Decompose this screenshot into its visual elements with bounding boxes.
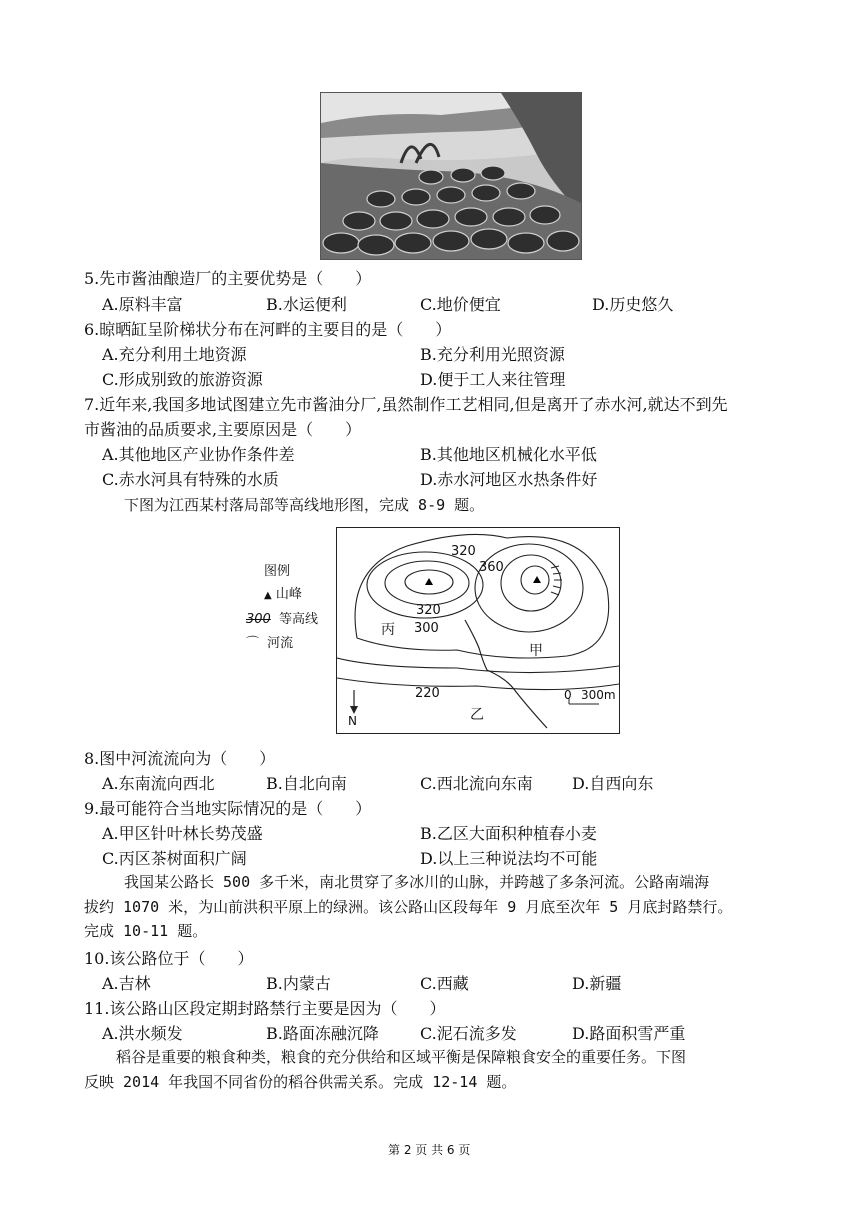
question-9-stem: 9.最可能符合当地实际情况的是（ ） — [84, 799, 372, 818]
question-6-stem: 6.晾晒缸呈阶梯状分布在河畔的主要目的是（ ） — [84, 320, 452, 339]
q8-option-d[interactable]: D.自西向东 — [572, 774, 654, 793]
label-320-mid: 320 — [416, 603, 441, 618]
label-320-top: 320 — [451, 544, 476, 559]
question-10-stem: 10.该公路位于（ ） — [84, 949, 254, 968]
legend-peak-row — [264, 583, 302, 602]
intro-10-11-line1: 我国某公路长 500 多千米，南北贯穿了多冰川的山脉，并跨越了多条河流。公路南端海 — [124, 873, 710, 891]
q6-option-b[interactable]: B.充分利用光照资源 — [420, 345, 565, 364]
question-7-stem-line2: 市酱油的品质要求,主要原因是（ ） — [84, 420, 362, 439]
label-yi: 乙 — [470, 707, 484, 723]
q6-option-c[interactable]: C.形成别致的旅游资源 — [102, 370, 263, 389]
q10-option-c[interactable]: C.西藏 — [420, 974, 469, 993]
intro-12-14-line2: 反映 2014 年我国不同省份的稻谷供需关系。完成 12-14 题。 — [84, 1073, 517, 1091]
scale-zero: 0 — [564, 688, 572, 702]
question-8-stem: 8.图中河流流向为（ ） — [84, 749, 276, 768]
q9-option-a[interactable]: A.甲区针叶林长势茂盛 — [102, 824, 263, 843]
river-vats-photo — [320, 92, 582, 260]
legend-title: 图例 — [264, 564, 291, 579]
contour-map — [336, 527, 620, 734]
page-footer: 第 2 页 共 6 页 — [388, 1143, 471, 1157]
label-300: 300 — [414, 621, 439, 636]
legend-contour-row — [246, 608, 318, 627]
q11-option-b[interactable]: B.路面冻融沉降 — [266, 1024, 379, 1043]
q11-option-a[interactable]: A.洪水频发 — [102, 1024, 183, 1043]
q10-option-b[interactable]: B.内蒙古 — [266, 974, 331, 993]
legend-peak-label: 山峰 — [275, 587, 302, 602]
intro-10-11-line3: 完成 10-11 题。 — [84, 922, 208, 940]
scale-label: 300m — [581, 688, 616, 702]
intro-12-14-line1: 稻谷是重要的粮食种类，粮食的充分供给和区域平衡是保障粮食安全的重要任务。下图 — [116, 1048, 687, 1066]
label-360: 360 — [479, 560, 504, 575]
q9-option-c[interactable]: C.丙区茶树面积广阔 — [102, 849, 247, 868]
intro-8-9: 下图为江西某村落局部等高线地形图，完成 8-9 题。 — [124, 496, 485, 514]
peak-west-icon — [425, 578, 433, 585]
photo-river-soy-vats-icon — [321, 93, 581, 259]
q5-option-a[interactable]: A.原料丰富 — [102, 295, 183, 314]
legend-river-label: 河流 — [267, 636, 294, 651]
intro-10-11-line2: 拔约 1070 米，为山前洪积平原上的绿洲。该公路山区段每年 9 月底至次年 5 月底封路禁行。 — [84, 898, 733, 916]
q7-option-d[interactable]: D.赤水河地区水热条件好 — [420, 470, 598, 489]
label-jia: 甲 — [529, 643, 543, 659]
q8-option-a[interactable]: A.东南流向西北 — [102, 774, 215, 793]
legend-contour-value: 300 — [246, 612, 271, 627]
q7-option-b[interactable]: B.其他地区机械化水平低 — [420, 445, 597, 464]
peak-triangle-icon: ▲ — [264, 590, 272, 601]
q6-option-d[interactable]: D.便于工人来往管理 — [420, 370, 566, 389]
legend-river-row — [246, 632, 293, 651]
q9-option-b[interactable]: B.乙区大面积种植春小麦 — [420, 824, 597, 843]
q10-option-a[interactable]: A.吉林 — [102, 974, 151, 993]
q6-option-a[interactable]: A.充分利用土地资源 — [102, 345, 247, 364]
q7-option-a[interactable]: A.其他地区产业协作条件差 — [102, 445, 295, 464]
q7-option-c[interactable]: C.赤水河具有特殊的水质 — [102, 470, 279, 489]
q11-option-c[interactable]: C.泥石流多发 — [420, 1024, 517, 1043]
q5-option-b[interactable]: B.水运便利 — [266, 295, 347, 314]
q8-option-c[interactable]: C.西北流向东南 — [420, 774, 533, 793]
river-line-icon: ⌒ — [246, 636, 260, 651]
q10-option-d[interactable]: D.新疆 — [572, 974, 622, 993]
label-bing: 丙 — [381, 622, 395, 638]
q5-option-d[interactable]: D.历史悠久 — [592, 295, 674, 314]
peak-east-icon — [533, 576, 541, 583]
contour-lines-graphic — [337, 528, 619, 733]
q8-option-b[interactable]: B.自北向南 — [266, 774, 347, 793]
q11-option-d[interactable]: D.路面积雪严重 — [572, 1024, 686, 1043]
legend-contour-label: 等高线 — [278, 612, 318, 627]
question-5-stem: 5.先市酱油酿造厂的主要优势是（ ） — [84, 269, 372, 288]
label-220: 220 — [415, 686, 440, 701]
q5-option-c[interactable]: C.地价便宜 — [420, 295, 501, 314]
q9-option-d[interactable]: D.以上三种说法均不可能 — [420, 849, 598, 868]
question-7-stem-line1: 7.近年来,我国多地试图建立先市酱油分厂,虽然制作工艺相同,但是离开了赤水河,就达不到先 — [84, 395, 728, 414]
question-11-stem: 11.该公路山区段定期封路禁行主要是因为（ ） — [84, 999, 446, 1018]
north-label: N — [348, 714, 357, 728]
